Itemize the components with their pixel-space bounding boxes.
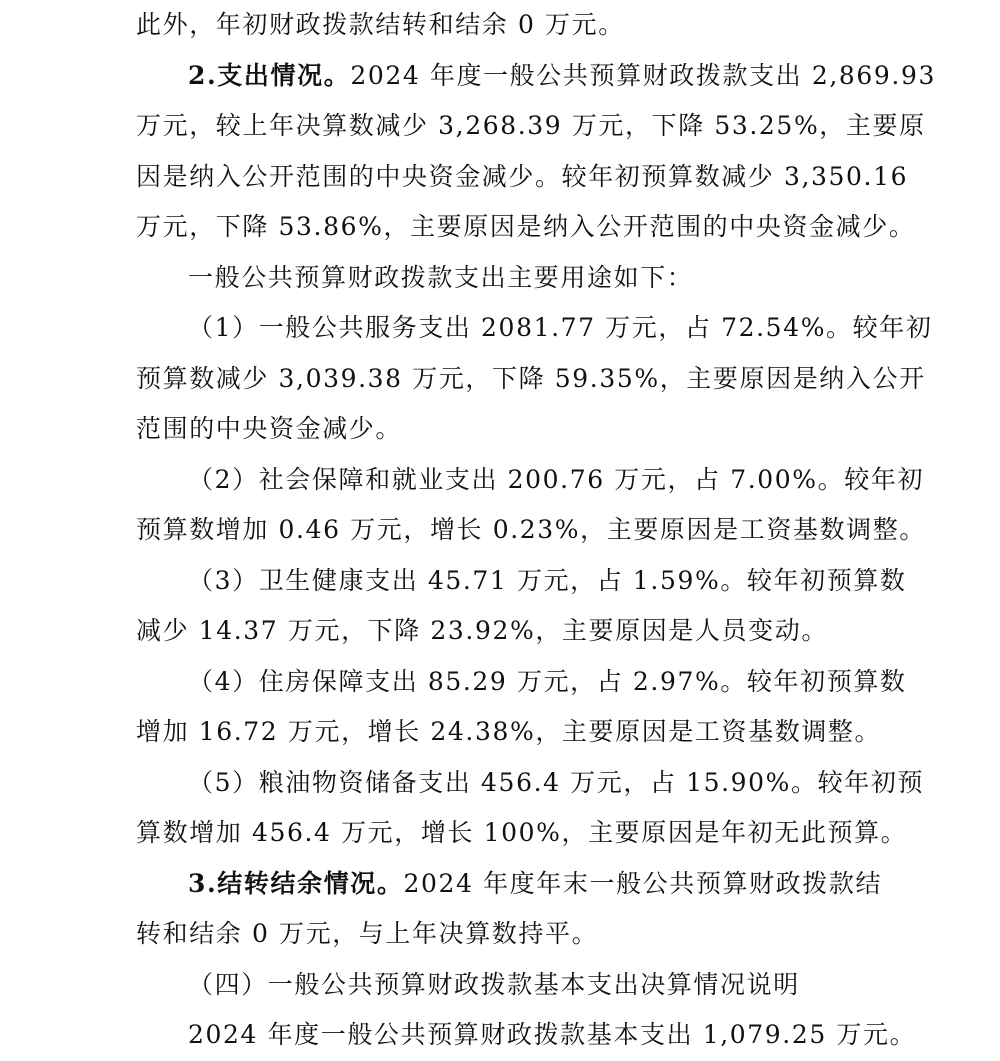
text-line: （2）社会保障和就业支出 200.76 万元，占 7.00%。较年初 — [188, 464, 925, 494]
text-line: （3）卫生健康支出 45.71 万元，占 1.59%。较年初预算数 — [188, 565, 907, 595]
text-line: 增加 16.72 万元，增长 24.38%，主要原因是工资基数调整。 — [136, 717, 882, 746]
text-line: 因是纳入公开范围的中央资金减少。较年初预算数减少 3,350.16 — [136, 161, 909, 191]
section-heading: 2.支出情况。 — [188, 60, 351, 90]
text-line: （4）住房保障支出 85.29 万元，占 2.97%。较年初预算数 — [188, 666, 907, 696]
document-body — [136, 0, 936, 1061]
text-line: 此外，年初财政拨款结转和结余 0 万元。 — [136, 10, 625, 39]
line-text: 2024 年度年末一般公共预算财政拨款结 — [403, 868, 883, 898]
text-line — [136, 51, 936, 102]
line-text: 2024 年度一般公共预算财政拨款支出 2,869.93 — [350, 60, 936, 90]
text-line: 万元，下降 53.86%，主要原因是纳入公开范围的中央资金减少。 — [136, 212, 916, 241]
text-line: 减少 14.37 万元，下降 23.92%，主要原因是人员变动。 — [136, 616, 828, 645]
text-line: 一般公共预算财政拨款支出主要用途如下： — [188, 262, 694, 292]
text-line: 2024 年度一般公共预算财政拨款基本支出 1,079.25 万元。 — [188, 1020, 917, 1049]
text-line: 转和结余 0 万元，与上年决算数持平。 — [136, 919, 599, 948]
text-line: 算数增加 456.4 万元，增长 100%，主要原因是年初无此预算。 — [136, 818, 908, 847]
text-line: （1）一般公共服务支出 2081.77 万元，占 72.54%。较年初 — [188, 313, 933, 342]
text-line: 预算数减少 3,039.38 万元，下降 59.35%，主要原因是纳入公开 — [136, 363, 926, 393]
text-line: 万元，较上年决算数减少 3,268.39 万元，下降 53.25%，主要原 — [136, 111, 926, 140]
subsection-heading: （四）一般公共预算财政拨款基本支出决算情况说明 — [188, 969, 800, 999]
section-heading: 3.结转结余情况。 — [188, 868, 404, 898]
text-line: （5）粮油物资储备支出 456.4 万元，占 15.90%。较年初预 — [188, 767, 925, 797]
text-line — [136, 859, 896, 910]
text-line: 预算数增加 0.46 万元，增长 0.23%，主要原因是工资基数调整。 — [136, 515, 926, 544]
text-line: 范围的中央资金减少。 — [136, 414, 403, 443]
